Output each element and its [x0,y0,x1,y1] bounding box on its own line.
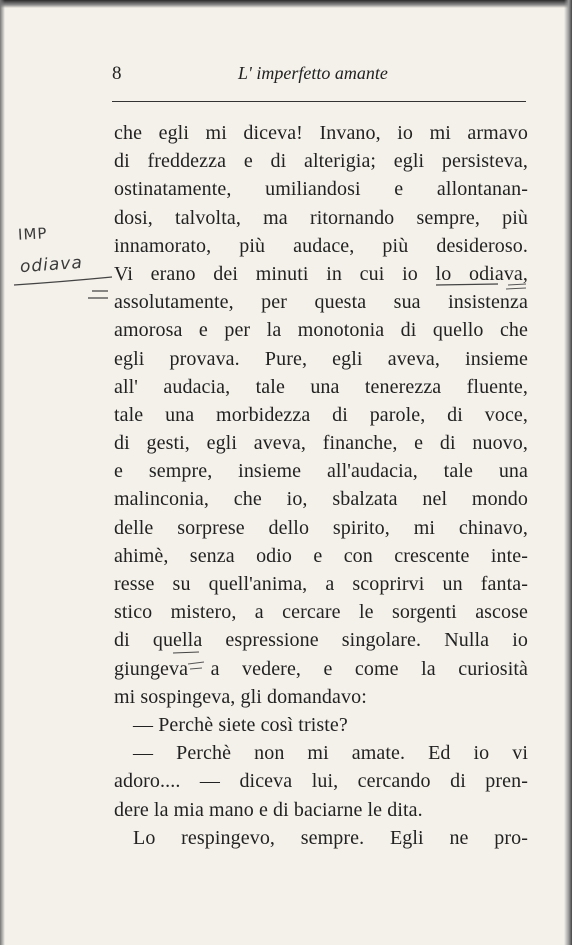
text-line: dere la mia mano e di baciarne le dita. [114,798,423,821]
text-line: egli provava. Pure, egli aveva, insieme [114,347,528,370]
text-line: delle sorprese dello spirito, mi chinavo, [114,516,528,539]
text-line: tale una morbidezza di parole, di voce, [114,403,528,426]
text-line: stico mistero, a cercare le sorgenti ascose [114,601,528,624]
dialogue-line: — Perchè siete così triste? [133,713,348,736]
text-line: amorosa e per la monotonia di quello che [114,319,528,342]
sospingeva-mark [188,662,204,669]
text-line: ahimè, senza odio e con crescente inte- [114,544,528,567]
text-line: innamorato, più audace, più desideroso. [114,234,528,257]
text-line: adoro.... — diceva lui, cercando di pren- [114,770,528,793]
insistenza-mark [506,284,526,289]
text-line: dosi, talvolta, ma ritornando sempre, più [114,206,528,229]
running-title: L' imperfetto amante [238,63,388,83]
text-line: assolutamente, per questa sua insistenza [114,291,528,314]
text-line: Vi erano dei minuti in cui io lo odiava, [114,262,528,285]
margin-note-word: odiava [19,252,84,278]
margin-underline-stroke [14,277,112,285]
text-line: ostinatamente, umiliandosi e allontanan- [114,178,528,201]
text-line: resse su quell'anima, a scoprirvi un fanta- [114,573,528,595]
text-line: giungeva a vedere, e come la curiosità [114,657,528,680]
text-line: e sempre, insieme all'audacia, tale una [114,460,528,483]
text-line: all' audacia, tale una tenerezza fluente, [114,375,528,398]
text-line: Lo respingevo, sempre. Egli ne pro- [133,826,528,849]
text-line: che egli mi diceva! Invano, io mi armavo [114,122,528,144]
text-line: di gesti, egli aveva, finanche, e di nuovo, [114,432,528,455]
page-number: 8 [112,63,122,84]
dialogue-line: — Perchè non mi amate. Ed io vi [133,742,528,765]
double-dash-mark [88,291,108,298]
text-line: malinconia, che io, sbalzata nel mondo [114,488,528,511]
text-line: di quella espressione singolare. Nulla io [114,629,528,652]
text-line: di freddezza e di alterigia; egli persisteva, [114,150,528,173]
margin-note-imp: IMP [17,224,48,244]
giungeva-underline [173,652,199,653]
text-line: mi sospingeva, gli domandavo: [114,685,367,708]
odiava-underline [436,284,498,285]
